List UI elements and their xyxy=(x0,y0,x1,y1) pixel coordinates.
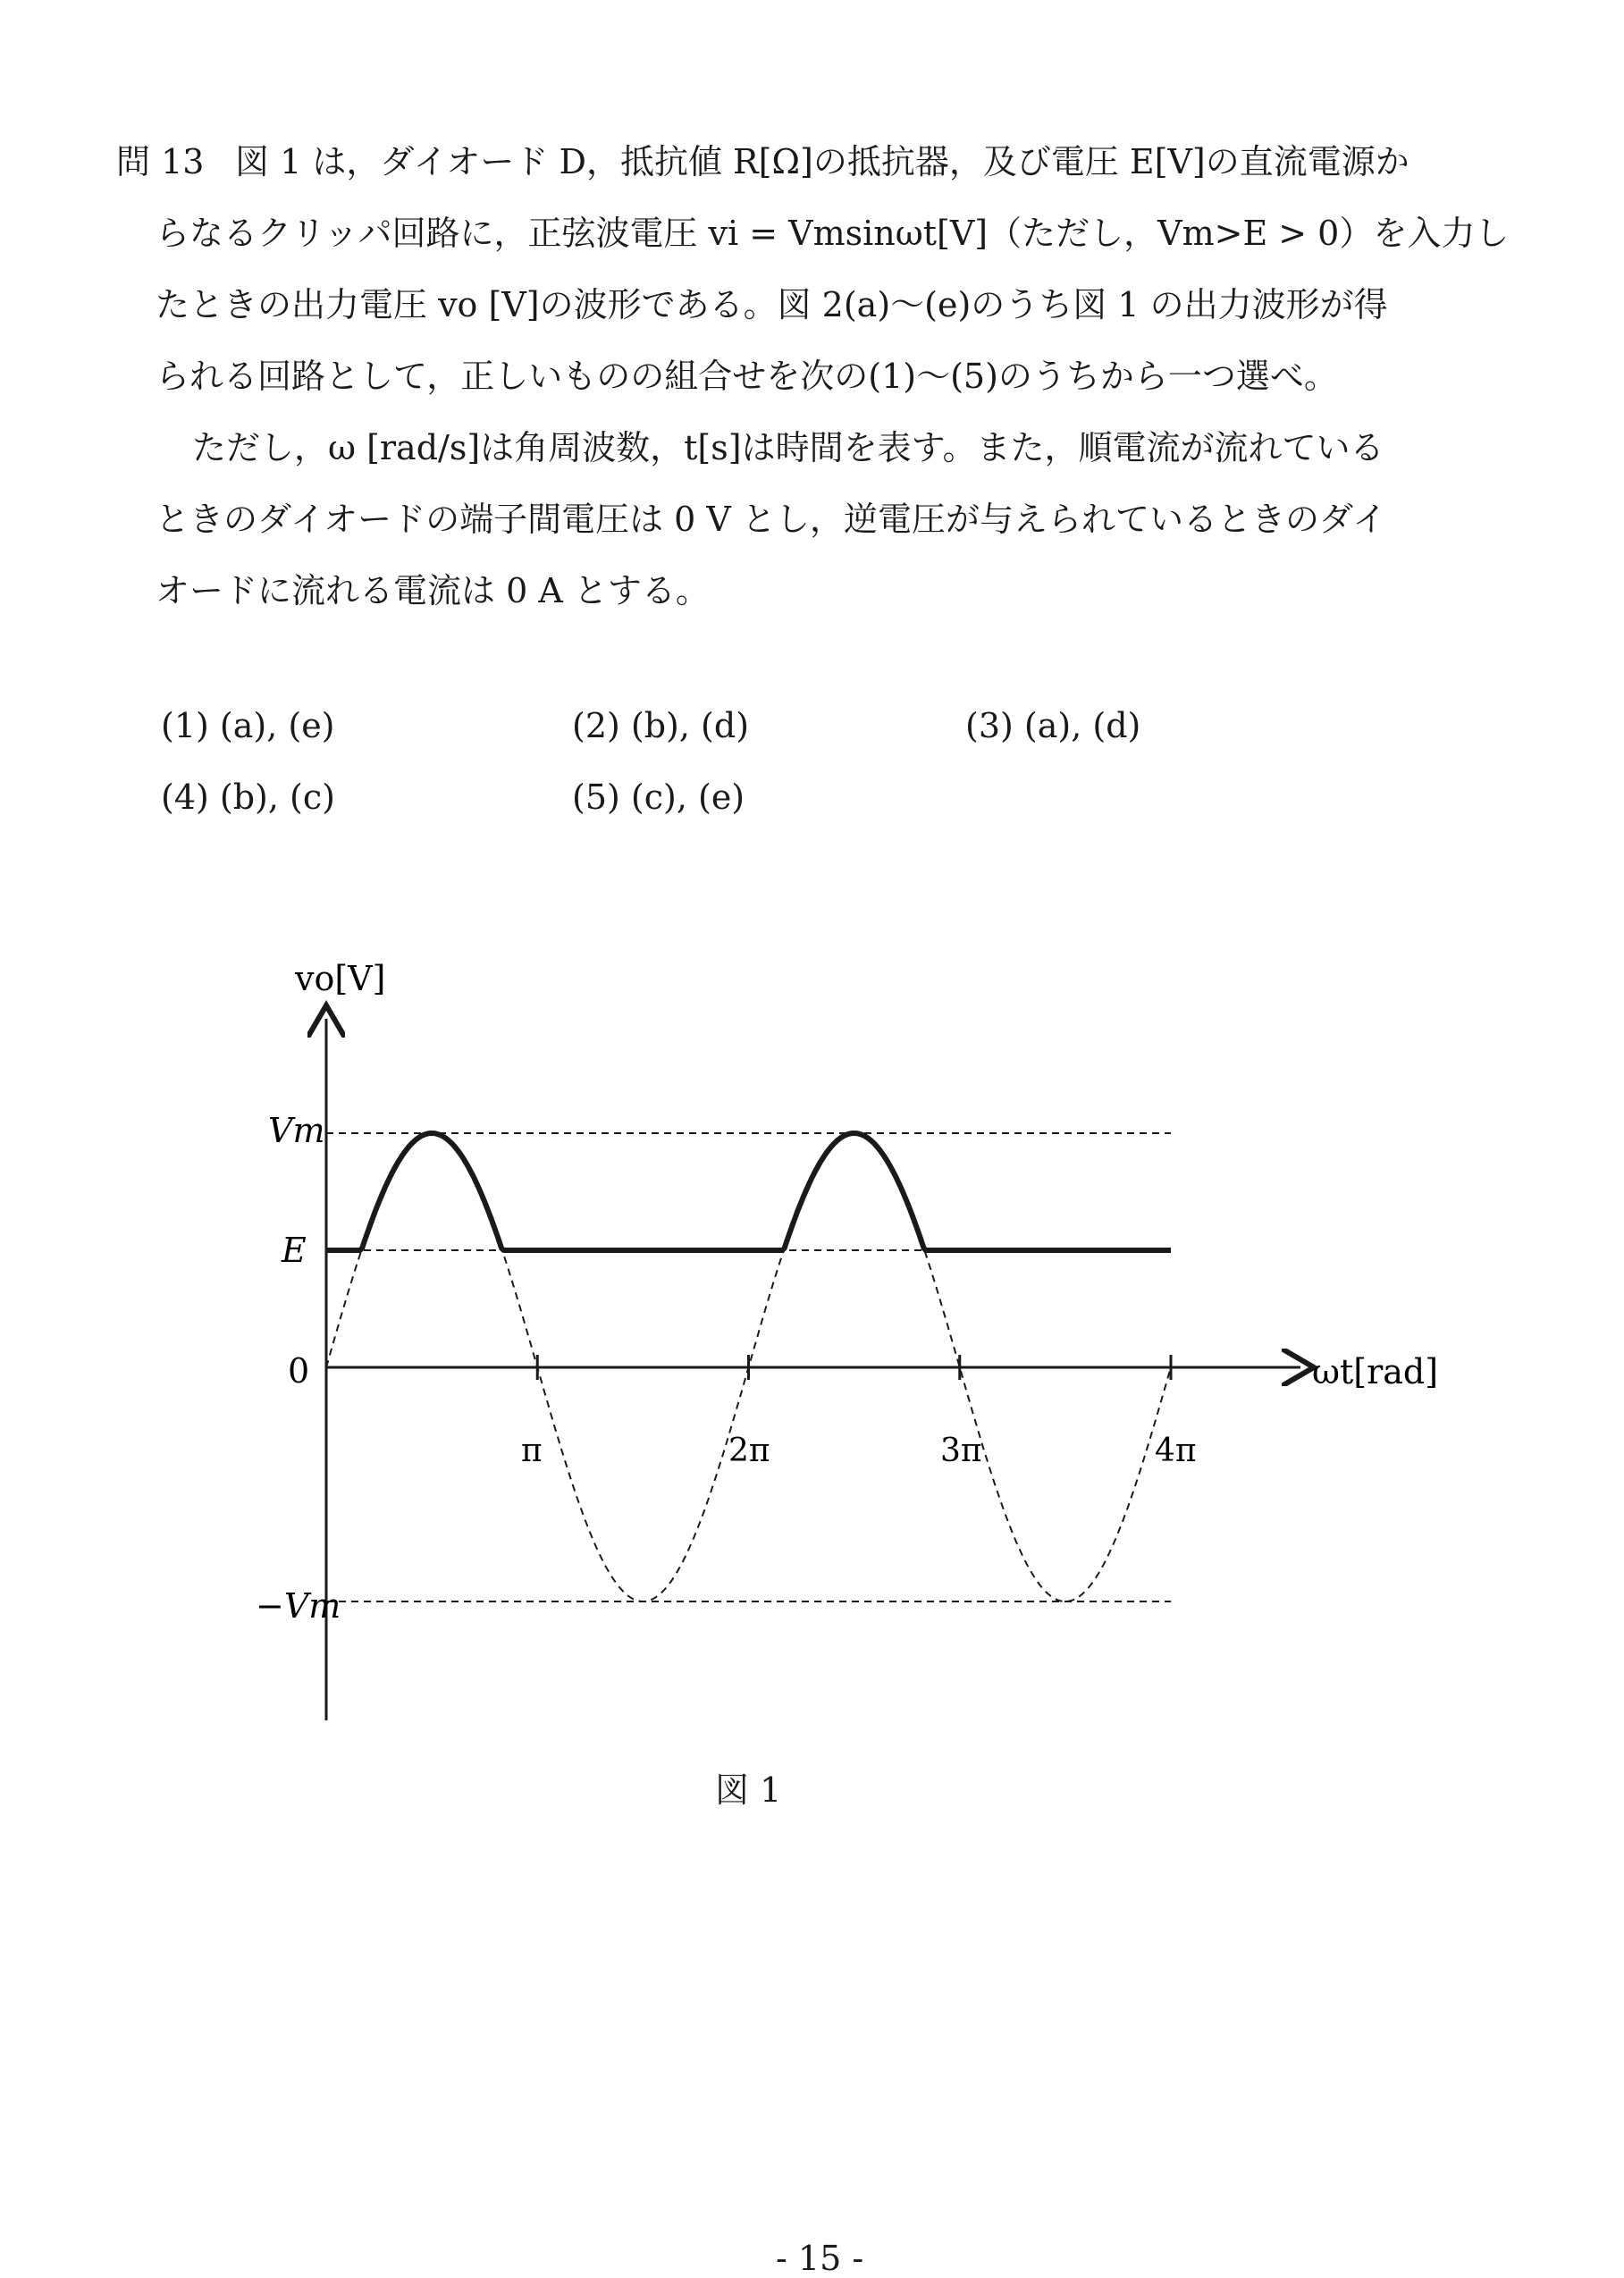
output-clipped-wave xyxy=(326,1133,1171,1250)
y-tick-label-neg-vm: −Vm xyxy=(256,1586,341,1626)
y-tick-label-vm: Vm xyxy=(268,1111,325,1150)
question-number: 問 13 xyxy=(116,142,205,181)
page-number: - 15 - xyxy=(776,2239,864,2278)
question-line: らなるクリッパ回路に，正弦波電圧 vi = Vmsinωt[V]（ただし，Vm>E > 0）を入力し xyxy=(156,214,1510,253)
choice-2[interactable]: (2) (b), (d) xyxy=(572,706,750,745)
question-line: ときのダイオードの端子間電圧は 0 V とし，逆電圧が与えられているときのダイ xyxy=(156,500,1387,539)
y-tick-label-e: E xyxy=(282,1231,307,1270)
question-line: オードに流れる電流は 0 A とする。 xyxy=(156,571,710,610)
x-tick-label-pi: π xyxy=(521,1433,543,1469)
choice-4[interactable]: (4) (b), (c) xyxy=(161,778,335,817)
choice-3[interactable]: (3) (a), (d) xyxy=(965,706,1141,745)
x-tick-label-3pi: 3π xyxy=(940,1433,982,1469)
y-tick-label-zero: 0 xyxy=(288,1351,310,1391)
question-line: られる回路として，正しいものの組合せを次の(1)～(5)のうちから一つ選べ。 xyxy=(156,357,1338,396)
question-line: 図 1 は，ダイオード D，抵抗値 R[Ω]の抵抗器，及び電圧 E[V]の直流電源か xyxy=(235,142,1409,181)
question-line: ただし，ω [rad/s]は角周波数，t[s]は時間を表す。また，順電流が流れている xyxy=(192,428,1384,467)
x-tick-label-2pi: 2π xyxy=(728,1433,770,1469)
choice-5[interactable]: (5) (c), (e) xyxy=(572,778,745,817)
question-line: たときの出力電圧 vo [V]の波形である。図 2(a)～(e)のうち図 1 の出力波形が得 xyxy=(156,285,1388,324)
x-axis-label: ωt[rad] xyxy=(1312,1352,1439,1391)
choice-1[interactable]: (1) (a), (e) xyxy=(161,706,335,745)
y-axis-label: vo[V] xyxy=(295,959,386,998)
figure-caption: 図 1 xyxy=(715,1770,782,1810)
x-tick-label-4pi: 4π xyxy=(1155,1433,1197,1469)
